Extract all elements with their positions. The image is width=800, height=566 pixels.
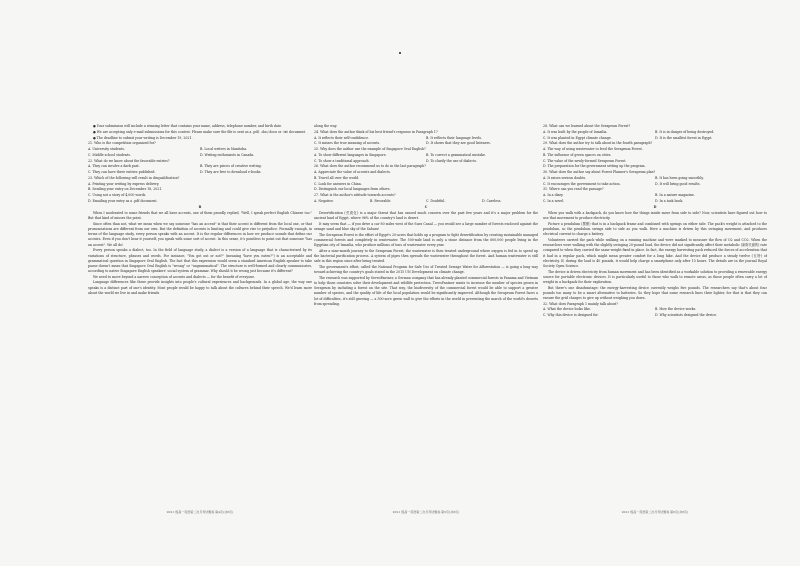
answer-option: C. To show a traditional approach. — [314, 158, 370, 163]
question-line: 21. Who is the competition organized for? — [88, 141, 156, 146]
answer-option: D. It shows that they are good listeners. — [426, 141, 491, 146]
question-line: A. Appreciate the value of accents and dialects. — [314, 170, 391, 174]
passage-paragraph: But there's one disadvantage: the energy-harvesting device currently weighs five pounds. The researchers say that's about four pounds too many to be a smart alternative to batteries. So they hope that some research lines their lighter, for that is that they can ensure the grid charges to give up without weighing you down. — [543, 285, 767, 300]
question-line: B. Travel all over the world. — [314, 175, 360, 180]
answer-option: C. It encourages the government to take action. — [543, 181, 621, 186]
passage-paragraph: When I moderated to some friends that we all have accents, one of them proudly replied, "Well, I speak perfect English Chinese too." But that kind of misses the point. — [88, 211, 312, 221]
answer-option: C. Why this device is designed for. — [543, 313, 599, 318]
passage-paragraph: Picture a pendulum (摆锤) that is in a backpack frame and combined with springs on either side. The pack's weight is attached to the pendulum, so the pendulum swings side to side as you walk. Here a machine is driven by this swinging movement, and produces electrical current to charge a battery. — [543, 221, 767, 237]
page-footer-middle: 2021 级高一英语第二次月考试题卷·第5页(共8页) — [392, 510, 460, 514]
answer-option: B. How the device works. — [655, 307, 697, 312]
question-line: C. Using not a story of 4,000 words. — [88, 193, 147, 197]
answer-options — [314, 159, 538, 164]
answer-option: C. It was planted in Egypt climate change. — [543, 135, 612, 140]
section-marker: C — [424, 204, 428, 209]
column-left — [88, 124, 312, 504]
section-marker: B — [198, 204, 202, 209]
question-line: D. Emailing your entry as a .pdf document. — [88, 198, 158, 203]
answer-options — [543, 130, 767, 135]
answer-options — [543, 193, 767, 198]
answer-options — [88, 170, 312, 175]
passage-paragraph: The Serapeum Forest is the effort of Egypt's 20-acres that holds up a program to fight desertification by creating sustainable managed commercial forests and completely in wastewater. The 500-mile land is only a stone distance from the 600,000 people living in the Egyptian city of Ismailia, who produce millions of tons of wastewater every year. — [314, 232, 538, 248]
answer-option: A. In a diary. — [543, 193, 564, 197]
passage-paragraph: ● The deadline to submit your writing is December 19, 2021. — [93, 135, 193, 140]
answer-options — [543, 313, 767, 318]
answer-option: B. Favorable. — [370, 198, 392, 203]
answer-options — [88, 147, 312, 152]
answer-option: D. They are free to download e-books. — [200, 170, 262, 174]
answer-options — [543, 136, 767, 141]
answer-option: B. It has been going smoothly. — [655, 175, 704, 180]
page-footer-left: 2021 级高一英语第二次月考试题卷·第4页(共8页) — [166, 510, 234, 514]
question-line: 22. What do we know about the favorable entries? — [88, 158, 170, 163]
passage-paragraph: The device is driven electricity from human movement and has been identified as a workable solution to providing a renewable energy source for portable electronic devices. It is particularly useful to those who walk to remote areas, as those people often carry a lot of weight in a backpack for their exploration. — [543, 269, 767, 284]
answer-option: C. Middle school students. — [88, 152, 131, 157]
passage-paragraph: Language differences like these provide insights into people's cultural experiences and backgrounds. In a global age, the way one speaks is a distinct part of one's identity. Most people would be happy to talk about the cultures behind their speech. We'd learn more about the world we live in and make friends — [88, 280, 312, 295]
answer-option: A. What the device looks like. — [543, 307, 591, 312]
answer-option: C. It misses the true meaning of accents. — [314, 141, 381, 146]
passage-paragraph: Every person speaks a dialect, too. In the field of language study, a dialect is a version of a language that is characterized by its variations of structure, phrases and words. For instance, "You got out or not?" (meaning "have you eaten?") is an acceptable and grammatical question in Singapore Oral English. The fact that this expression would seem a standard American English speaker to take pause doesn't mean that Singapore Oral English is "wrong" or "ungrammatical". The structure is well-formed and clearly communicates, according to native Singapore English speakers' social system of grammar. Why should it be wrong just because it's different? — [88, 248, 312, 273]
answer-option: B. It reflects their language levels. — [426, 135, 483, 140]
passage-paragraph: The research was supported by SeveoFantner, a German company that has already planted commercial forests in Panama and Vietnam to help those countries solve their development and wildlife protection. TreesFantner wants to increase the number of species grown in Serapeum by including a forest on the site. That way, the biodiversity of the commercial forest would be able to support a greater number of species, and the quality of life of the local population would be significantly improved. Although the Serapeum Forest faces a lot of difficulties, it's still growing — a 500-acre green wall to give the efforts in the world in preventing the march of the world's deserts from spreading. — [314, 275, 538, 306]
question-line: 24. What does the author think of his best friend's response in Paragraph 1? — [314, 129, 438, 134]
answer-option: C. Doubtful. — [426, 198, 446, 203]
question-line: 25. Why does the author use the example of Singapore Oral English? — [314, 147, 426, 151]
question-line: C. The value of the newly-formed Serapeum Forest. — [543, 158, 627, 163]
question-line: 28. What can we learned about the Serapeum Forest? — [543, 124, 631, 128]
passage-paragraph: Volunteers carried the pack while walking on a running machine and were masked to measure the flow of O2 and CO2. When the researchers were walking with the slightly swinging 20-pound load, the device did not significantly affect their metabolic (新陈代谢的) rate compared to when they carried the same weight fixed in place. In fact, the energy harvesting pack reduced the forces of acceleration that it had in a regular pack, which might mean greater comfort for a long hike. And the device did produce a steady twelve (瓦特) of electricity. If, during the load is 40 pounds, it would help charge a smartphone only after 15 hours. The details are in the journal Royal Society Open Science. — [543, 238, 767, 268]
column-right — [543, 124, 767, 504]
answer-option: B. To correct a grammatical mistake. — [426, 152, 486, 157]
page-footer-right: 2021 级高一英语第二次月考试题卷·第6页(共8页) — [621, 510, 689, 514]
question-line: 23. Which of the following will result in disqualification? — [88, 175, 180, 180]
question-line: 31. Where can you read the passage? — [543, 187, 604, 192]
passage-paragraph: It may seem that — if you drive a car 80 miles west of the Suez Canal — you would see a large number of forests enclosed against the orange sand and blue sky of the Sahara! — [314, 221, 538, 232]
question-line: 26. What does the author recommend us to do in the last paragraph? — [314, 164, 426, 169]
answer-options — [314, 141, 538, 146]
scan-speck — [399, 52, 401, 54]
answer-option: D. Careless. — [482, 198, 502, 203]
passage-paragraph: ● Your submission will include a winning letter that contains your name, address, telephone number, and birth date. — [93, 124, 283, 128]
answer-options — [543, 307, 767, 312]
answer-option: D. Why scientists designed the device. — [655, 313, 718, 318]
passage-paragraph: We need to move beyond a narrow conception of accents and dialects — for the benefit of everyone. — [93, 274, 256, 279]
answer-option: B. In a nature magazine. — [655, 193, 695, 197]
question-line: C. Look for answers in China. — [314, 181, 362, 186]
answer-option: C. In a novel. — [543, 198, 565, 203]
answer-option: B. It is in danger of being destroyed. — [655, 129, 715, 134]
answer-option: A. It was built by the people of Ismailia. — [543, 129, 608, 134]
question-line: 29. What does the author try to talk about in the fourth paragraph? — [543, 141, 653, 146]
answer-options — [314, 153, 538, 158]
passage-paragraph: The government's effort, called the National Program for Safe Use of Treated Sewage Water for Afforestation — is going a long way toward achieving the country's goals stated in the 2015 UN Development on climate change. — [314, 265, 538, 275]
question-line: 27. What is the author's attitude towards accents? — [314, 193, 396, 197]
answer-option: B. Local writers in Manitoba. — [200, 147, 248, 151]
column-middle — [314, 124, 538, 504]
answer-option: B. They are pieces of creative writing. — [200, 164, 262, 169]
question-line: 32. What does Paragraph 1 mainly talk about? — [543, 301, 618, 306]
passage-paragraph: After a nine-month journey to the Serapeum Forest, the wastewater is then treated underground where oxygen is fed in to speed up the bacterial purification process. A system of pipes then spreads the wastewater throughout the forest. And human wastewater is still safe in this region since after being treated. — [314, 248, 538, 264]
question-line: A. The way of using wastewater to feed the Serapeum Forest. — [543, 147, 643, 151]
question-line: 30. What does the author say about Forest Planner's Serapeum plan? — [543, 170, 656, 174]
answer-option: A. It raises serious doubts. — [543, 175, 587, 180]
question-line: along the way. — [314, 124, 338, 128]
question-line: B. The influence of green spaces on cities. — [543, 152, 612, 157]
answer-option: A. Negative. — [314, 198, 334, 203]
answer-option: A. University students. — [88, 147, 125, 151]
answer-option: D. Writing enthusiasts in Canada. — [200, 152, 255, 157]
answer-options — [88, 153, 312, 158]
section-marker: D — [653, 204, 657, 209]
answer-option: D. In a task book. — [655, 198, 684, 203]
answer-options — [314, 199, 538, 204]
answer-option: D. It is the smallest forest in Egypt. — [655, 135, 713, 140]
answer-options — [314, 136, 538, 141]
answer-option: A. It reflects their self-confidence. — [314, 135, 370, 140]
answer-option: C. They can have three entries published. — [88, 170, 156, 174]
answer-option: D. To clarify the use of dialects. — [426, 158, 478, 163]
answer-options — [543, 182, 767, 187]
question-line: D. Distinguish our local languages from others. — [314, 187, 391, 192]
question-line: D. The preparation for the government setting up the program. — [543, 164, 646, 169]
answer-options — [543, 199, 767, 204]
answer-option: D. It will bring good results. — [655, 181, 701, 186]
question-line: A. Printing your writing by express delivery. — [88, 181, 160, 186]
question-line: B. Sending your entry on December 18, 2021. — [88, 187, 163, 192]
answer-options — [543, 176, 767, 181]
passage-paragraph: ● We are accepting only e-mail submissions for this contest. Please make sure the file is sent as a .pdf, .doc/.docx or .txt document. — [93, 129, 306, 134]
passage-paragraph: Since often than not, what we mean when we say someone "has an accent" is that their accent is different from the local one, or that pronunciations are different from our own. But the definition of accents is limiting and could give rise to prejudice. Formally enough, in terms of the language study, every person speaks with an accent. It is the regular differences in how we produce sounds that define our accents. Even if you don't hear it yourself, you speak with some sort of accent. In this sense, it's pointless to point out that someone "has an accent". We all do! — [88, 221, 312, 247]
answer-options — [88, 164, 312, 169]
passage-paragraph: When you walk with a backpack, do you know how the things inside move from side to side? Now, scientists have figured out how to use that movement to produce electricity. — [543, 211, 767, 221]
answer-option: A. To show different languages in Singapore. — [314, 152, 387, 157]
answer-option: A. They can involve a dark past. — [88, 164, 140, 169]
passage-paragraph: Desertification (荒漠化) is a major threat that has caused much concern over the past few years and it's a major problem for the ancient land of Egypt, where 96% of the country's land is desert. — [314, 211, 538, 221]
